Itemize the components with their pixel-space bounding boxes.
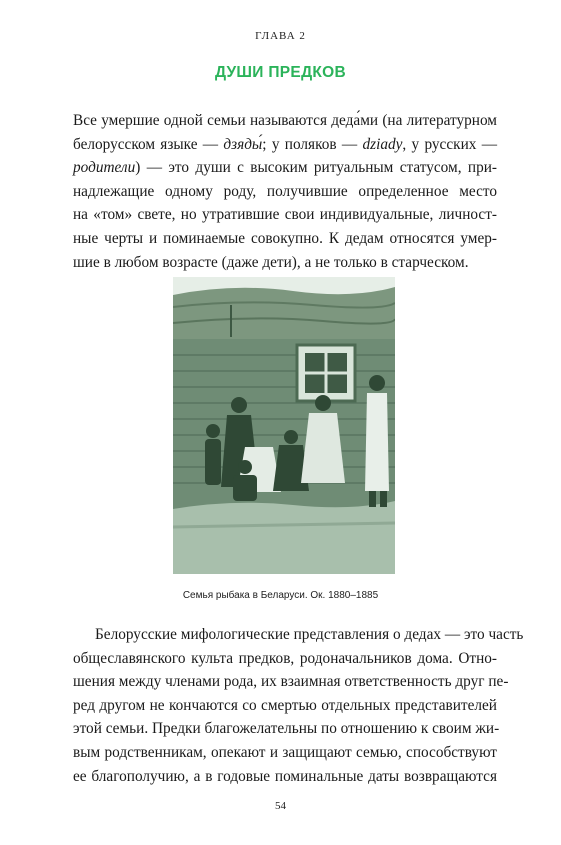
text-run: этой семьи. Предки благожелательны по отношению к своим жи- bbox=[73, 720, 500, 738]
family-photo bbox=[173, 277, 395, 574]
text-run: ред другом не кончаются со смертью отдельных представителей bbox=[73, 696, 497, 714]
text-line bbox=[73, 623, 524, 647]
text-line bbox=[73, 670, 509, 694]
text-line bbox=[73, 180, 497, 204]
running-head: ГЛАВА 2 bbox=[255, 30, 306, 42]
text-run: шие в любом возрасте (даже дети), а не только в старческом. bbox=[73, 253, 469, 271]
page-number: 54 bbox=[275, 800, 286, 812]
text-run: Белорусские мифологические представления о дедах — это часть bbox=[95, 626, 524, 643]
italic-term: dziady bbox=[362, 135, 403, 153]
figure-caption: Семья рыбака в Беларуси. Ок. 1880–1885 bbox=[182, 590, 379, 601]
text-line bbox=[73, 203, 497, 227]
text-run: надлежащие одному роду, получившие определенное место bbox=[73, 182, 497, 200]
text-run: , у русских — bbox=[402, 135, 497, 153]
text-run: вым родственникам, опекают и защищают семью, способствуют bbox=[73, 743, 497, 761]
text-line bbox=[73, 251, 497, 275]
text-run: ные черты и поминаемые совокупно. К дедам относятся умер- bbox=[73, 229, 497, 247]
text-line bbox=[73, 694, 497, 718]
text-line bbox=[73, 156, 497, 180]
family-photo-illustration bbox=[173, 277, 395, 574]
italic-term: родители bbox=[73, 159, 136, 177]
text-run: Все умершие одной семьи называются деда́ми (на литературном bbox=[73, 112, 497, 129]
text-line bbox=[73, 109, 497, 133]
text-run: белорусском языке — bbox=[73, 135, 224, 153]
text-run: общеславянского культа предков, родоначальников дома. Отно- bbox=[73, 649, 497, 667]
text-line bbox=[73, 133, 497, 157]
italic-term: дзяды́ bbox=[223, 135, 263, 153]
text-run: ; у поляков — bbox=[262, 135, 363, 153]
paragraph-2 bbox=[73, 623, 524, 788]
text-run: ) — это души с высоким ритуальным статусом, при- bbox=[135, 159, 497, 177]
text-line bbox=[73, 765, 497, 789]
text-line bbox=[73, 717, 500, 741]
text-line bbox=[73, 647, 497, 671]
text-line bbox=[73, 741, 497, 765]
chapter-title: ДУШИ ПРЕДКОВ bbox=[214, 64, 347, 81]
text-line bbox=[73, 227, 497, 251]
text-run: ее благополучию, а в годовые поминальные даты возвращаются bbox=[73, 767, 497, 785]
text-run: на «том» свете, но утратившие свои индивидуальные, личност- bbox=[73, 206, 497, 224]
text-run: шения между членами рода, их взаимная ответственность друг пе- bbox=[73, 673, 509, 691]
paragraph-1 bbox=[73, 109, 497, 274]
